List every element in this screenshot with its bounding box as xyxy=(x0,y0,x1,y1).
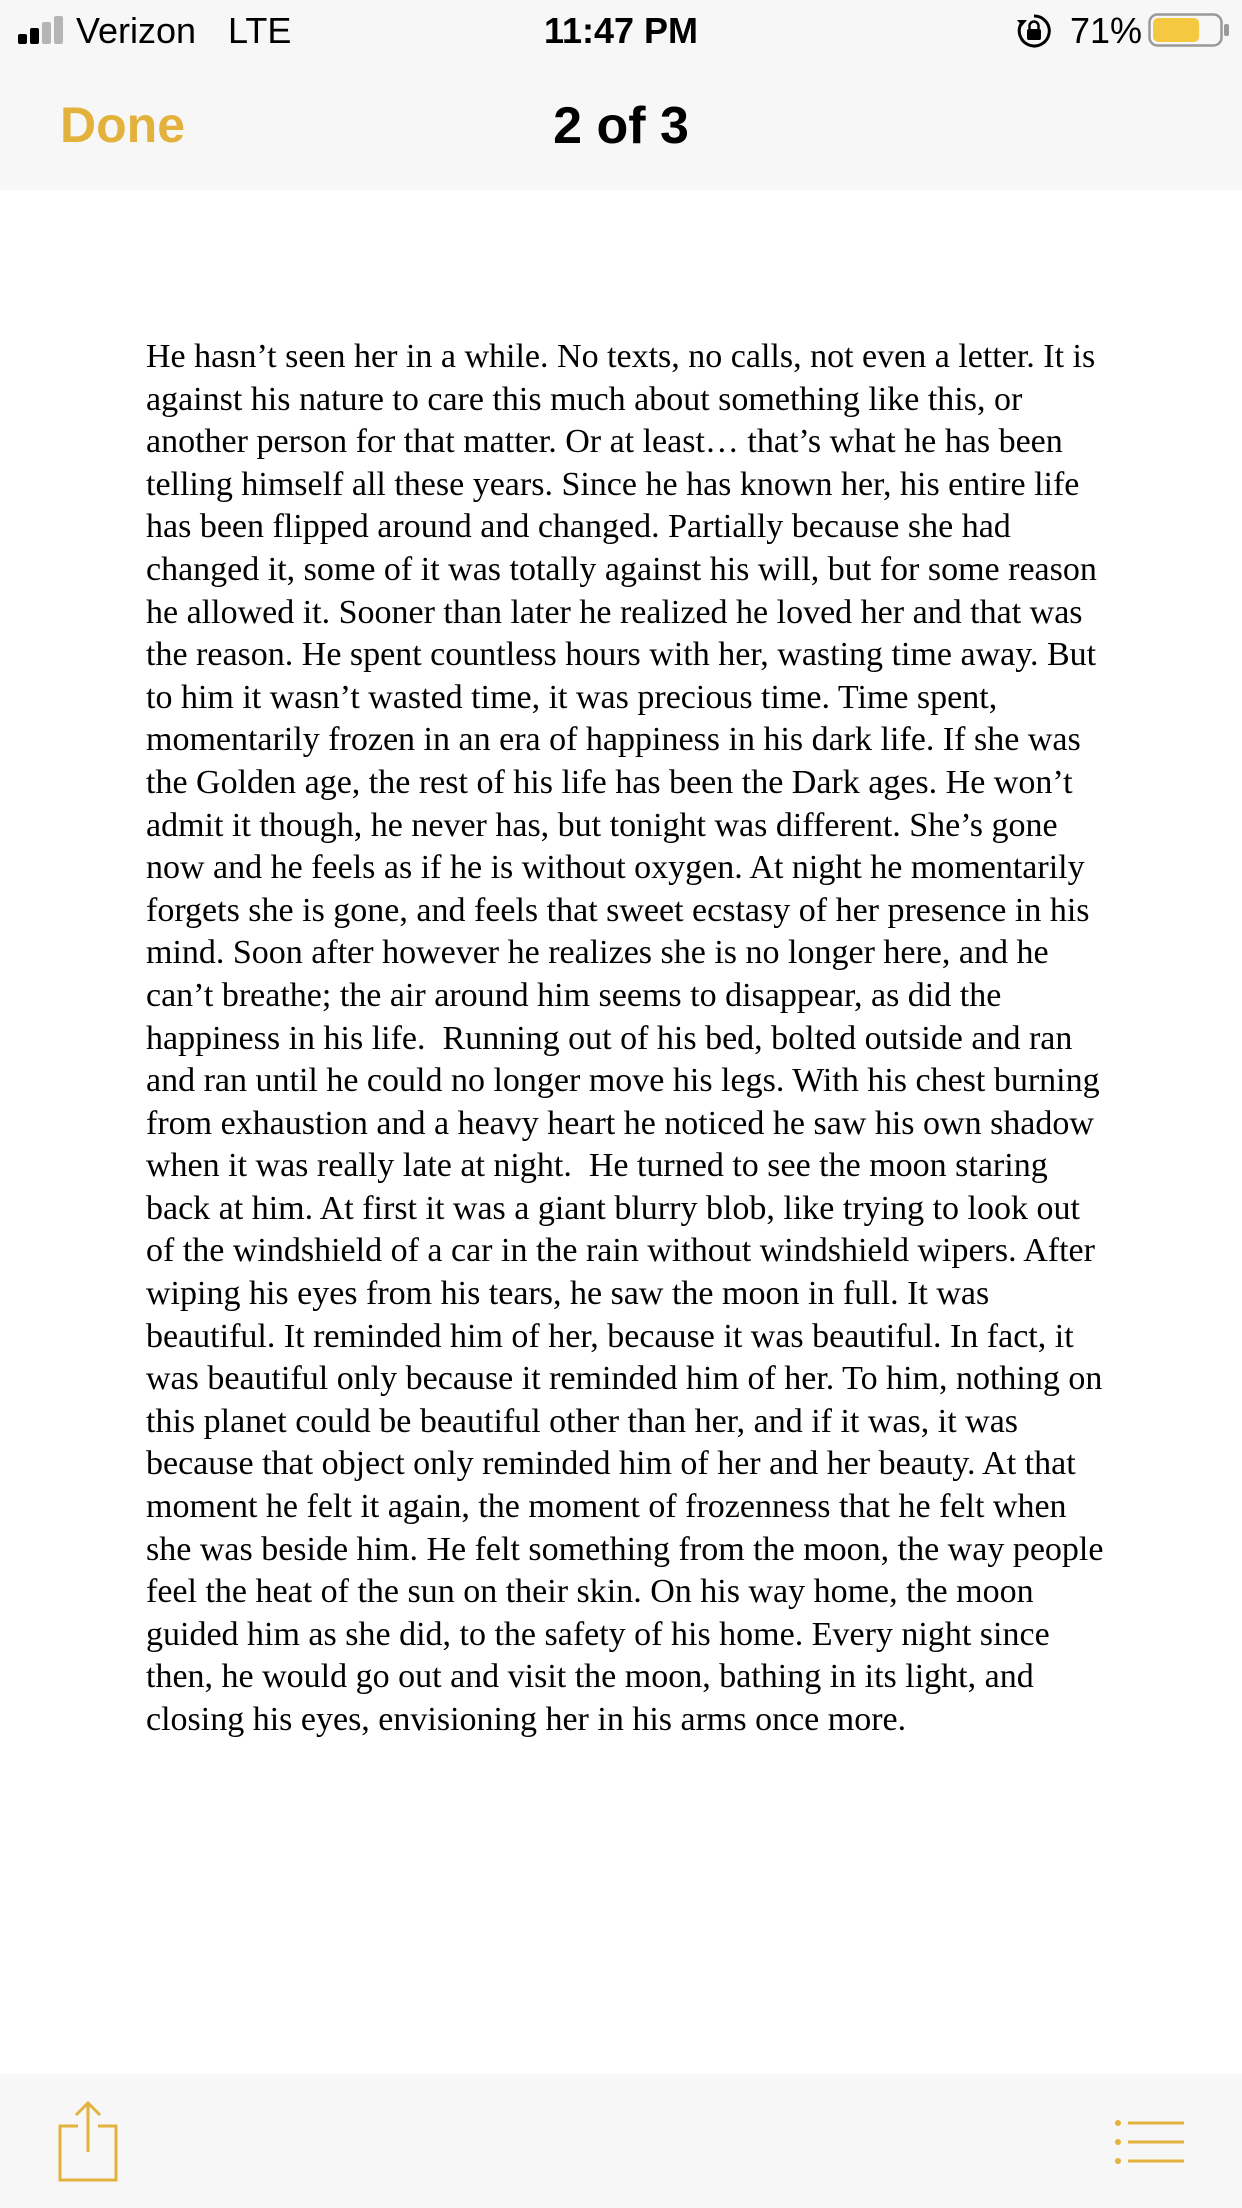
bottom-toolbar xyxy=(0,2074,1242,2208)
top-bar xyxy=(0,0,1242,190)
done-button[interactable]: Done xyxy=(60,97,185,153)
share-icon[interactable] xyxy=(56,2100,120,2184)
battery-percent: 71% xyxy=(1070,10,1143,51)
battery-level-fill xyxy=(1153,18,1199,42)
document-text: He hasn’t seen her in a while. No texts, no calls, not even a letter. It is against his nature to care this much about something like this, or another person for that matter. Or at least… that’s what he has been telling himself all these years. Since he has known her, his entire life has been flipped around and changed. Partially because she had changed it, some of it was totally against his will, but for some reason he allowed it. Sooner than later he realized he loved her and that was the reason. He spent countless hours with her, wasting time away. But to him it wasn’t wasted time, it was precious time. Time spent, momentarily frozen in an era of happiness in his dark life. If she was the Golden age, the rest of his life has been the Dark ages. He won’t admit it though, he never has, but tonight was different. She’s gone now and he feels as if he is without oxygen. At night he momentarily forgets she is gone, and feels that sweet ecstasy of her presence in his mind. Soon after however he realizes she is no longer here, and he can’t breathe; the air around him seems to disappear, as did the happiness in his life. Running out of his bed, bolted outside and ran and ran until he could no longer move his legs. With his chest burning from exhaustion and a heavy heart he noticed he saw his own shadow when it was really late at night. He turned to see the moon staring back at him. At first it was a giant blurry blob, like trying to look out of the windshield of a car in the rain without windshield wipers. After wiping his eyes from his tears, he saw the moon in full. It was beautiful. It reminded him of her, because it was beautiful. In fact, it was beautiful only because it reminded him of her. To him, nothing on this planet could be beautiful other than her, and if it was, it was because that object only reminded him of her and her beauty. At that moment he felt it again, the moment of frozenness that he felt when she was beside him. He felt something from the moon, the way people feel the heat of the sun on their skin. On his way home, the moon guided him as she did, to the safety of his home. Every night since then, he would go out and visit the moon, bathing in its light, and closing his eyes, envisioning her in his arms once more. xyxy=(146,338,1112,1738)
carrier-label: Verizon xyxy=(76,10,197,51)
navigation-bar xyxy=(0,60,1242,190)
network-type-label: LTE xyxy=(228,10,292,51)
page-counter-title: 2 of 3 xyxy=(553,97,689,155)
battery-icon xyxy=(1148,13,1230,47)
rotation-lock-icon xyxy=(1016,13,1052,49)
status-bar xyxy=(0,0,1242,60)
clock: 11:47 PM xyxy=(543,10,699,51)
list-icon[interactable] xyxy=(1114,2118,1186,2166)
